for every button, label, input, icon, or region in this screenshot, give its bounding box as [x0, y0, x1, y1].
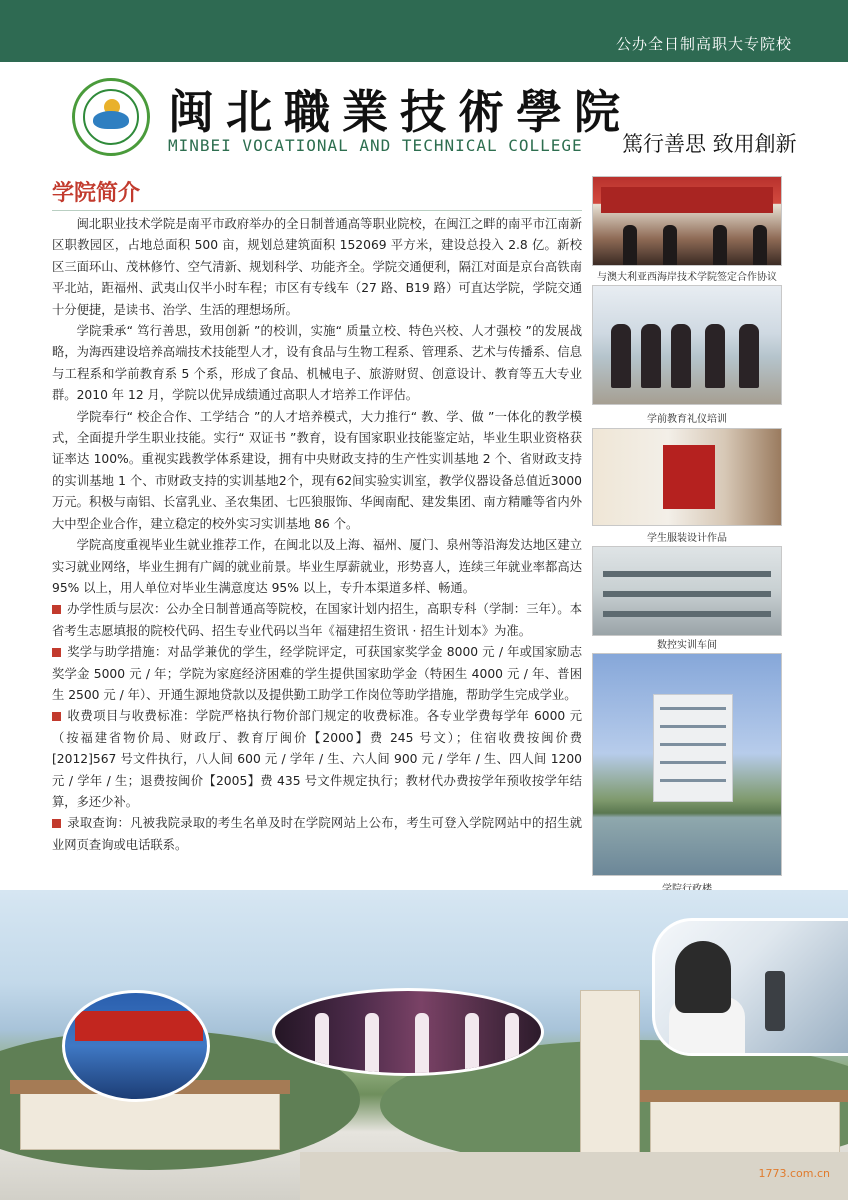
- bullet-text: 奖学与助学措施：对品学兼优的学生，经学院评定，可获国家奖学金 8000 元 / 年或国家励志奖学金 5000 元 / 年；学院为家庭经济困难的学生提供国家助学金（特困生 4000 元 / 年、普困生 2500 元 / 年）、开通生源地贷款以及提供勤工助学工作岗位等助学措施，帮助学生完成学业。: [52, 645, 582, 702]
- bullet-square-icon: [52, 819, 61, 828]
- school-type-tag: 公办全日制高职大专院校: [615, 35, 792, 53]
- model-figure: [315, 1013, 329, 1073]
- school-name-cn: 闽北職業技術學院: [168, 85, 632, 139]
- person-figure: [753, 225, 767, 265]
- microscope-icon: [765, 971, 785, 1031]
- student-figure: [705, 324, 725, 388]
- photo-caption: 数控实训车间: [657, 640, 717, 651]
- bullet-item: [52, 813, 582, 856]
- student-figure: [675, 941, 731, 1013]
- photo-etiquette-training: [592, 285, 782, 405]
- school-motto: 篤行善思 致用創新: [622, 132, 797, 156]
- bullet-square-icon: [52, 605, 61, 614]
- window-row: [660, 725, 726, 728]
- building-roof: [640, 1090, 848, 1102]
- bullet-square-icon: [52, 712, 61, 721]
- intro-body: [52, 214, 582, 856]
- photo-competition-award: [62, 990, 210, 1102]
- photo-fashion-design: [592, 428, 782, 526]
- student-figure: [671, 324, 691, 388]
- model-figure: [505, 1013, 519, 1073]
- photo-caption: 学前教育礼仪培训: [647, 414, 727, 425]
- window-row: [660, 761, 726, 764]
- building-shape: [653, 694, 733, 802]
- college-logo-icon: [72, 78, 150, 156]
- photo-fashion-show: [272, 988, 544, 1076]
- watermark-url: 1773.com.cn: [758, 1167, 830, 1180]
- ceremony-banner: [601, 187, 773, 213]
- workbench: [603, 591, 771, 597]
- student-figure: [739, 324, 759, 388]
- model-figure: [365, 1013, 379, 1073]
- window-row: [660, 707, 726, 710]
- section-title: 学院简介: [52, 181, 141, 206]
- photo-cnc-workshop: [592, 546, 782, 636]
- bullet-item: [52, 706, 582, 813]
- window-row: [660, 743, 726, 746]
- award-banner: [75, 1011, 203, 1041]
- intro-paragraph-4: 学院高度重视毕业生就业推荐工作，在闽北以及上海、福州、厦门、泉州等沿海发达地区建立实习就业网络，毕业生拥有广阔的就业前景。毕业生厚薪就业，形势喜人，连续三年就业率都高达 95% 以上，用人单位对毕业生满意度达 95% 以上，专升本渠道多样、畅通。: [52, 538, 582, 595]
- bullet-text: 录取查询：凡被我院录取的考生名单及时在学院网站上公布，考生可登入学院网站中的招生就业网页查询或电话联系。: [52, 816, 582, 852]
- bullet-item: [52, 599, 582, 642]
- bullet-text: 办学性质与层次：公办全日制普通高等院校，在国家计划内招生，高职专科（学制：三年）。本省考生志愿填报的院校代码、招生专业代码以当年《福建招生资讯 · 招生计划本》为准。: [52, 602, 582, 638]
- bullet-item: [52, 642, 582, 706]
- logo-wave-icon: [93, 111, 129, 129]
- person-figure: [713, 225, 727, 265]
- bullet-text: 收费项目与收费标准：学院严格执行物价部门规定的收费标准。各专业学费每学年 6000 元（按福建省物价局、财政厅、教育厅闽价【2000】费 245 号文）；住宿收费按闽价费 [2012]567 号文件执行，八人间 600 元 / 学年 / 生、六人间 900 元 / 学年 / 生、四人间 1200 元 / 学年 / 生；退费按闽价【2005】费 435 号文件规定执行；教材代办费按学年预收按学年结算，多还少补。: [52, 709, 582, 809]
- photo-signing-ceremony: [592, 176, 782, 266]
- photo-caption: 与澳大利亚西海岸技术学院签定合作协议: [597, 272, 777, 283]
- header-bar: [0, 0, 848, 62]
- campus-building: [650, 1100, 840, 1156]
- school-name-en: MINBEI VOCATIONAL AND TECHNICAL COLLEGE: [168, 136, 583, 155]
- site-watermark: [759, 1165, 831, 1180]
- campus-tower: [580, 990, 640, 1160]
- photo-admin-building: [592, 653, 782, 876]
- window-row: [660, 779, 726, 782]
- intro-paragraph-2: 学院秉承“ 笃行善思，致用创新 ”的校训，实施“ 质量立校、特色兴校、人才强校 ”的发展战略，为海西建设培养高端技术技能型人才，设有食品与生物工程系、管理系、艺术与传播系、信息与工程系和学前教育系 5 个系，形成了食品、机械电子、旅游财贸、创意设计、教育等五大专业群。2010 年 12 月，学院以优异成绩通过高职人才培养工作评估。: [52, 324, 582, 403]
- person-figure: [623, 225, 637, 265]
- workbench: [603, 571, 771, 577]
- title-divider: [52, 210, 582, 211]
- workbench: [603, 611, 771, 617]
- photo-lab-student: [652, 918, 848, 1056]
- display-board: [663, 445, 715, 509]
- model-figure: [465, 1013, 479, 1073]
- student-figure: [611, 324, 631, 388]
- student-figure: [641, 324, 661, 388]
- bullet-square-icon: [52, 648, 61, 657]
- person-figure: [663, 225, 677, 265]
- intro-paragraph-3: 学院奉行“ 校企合作、工学结合 ”的人才培养模式，大力推行“ 教、学、做 ”一体化的教学模式，全面提升学生职业技能。实行“ 双证书 ”教育，设有国家职业技能鉴定站，毕业生职业资格获证率达 100%。重视实践教学体系建设，拥有中央财政支持的生产性实训基地 2 个、省财政支持的实训基地 1 个、市财政支持的实训基地2个，现有62间实验实训室，教学仪器设备总值近3000万元。积极与南铝、长富乳业、圣农集团、七匹狼服饰、华闽南配、建发集团、南方精雕等省内外大中型企业合作，建立稳定的校外实习实训基地 86 个。: [52, 409, 582, 531]
- model-figure: [415, 1013, 429, 1073]
- intro-paragraph-1: 闽北职业技术学院是南平市政府举办的全日制普通高等职业院校，在闽江之畔的南平市江南新区职教园区，占地总面积 500 亩，规划总建筑面积 152069 平方米，建设总投入 2.8 亿。新校区三面环山、茂林修竹、空气清新、规划科学、功能齐全。学院交通便利，隔江对面是京台高铁南平北站，距福州、武夷山仅半小时车程；市区有专线车（27 路、B19 路）可直达学院，学院交通十分便捷，是读书、治学、生活的理想场所。: [52, 217, 582, 317]
- photo-caption: 学生服装设计作品: [647, 533, 727, 544]
